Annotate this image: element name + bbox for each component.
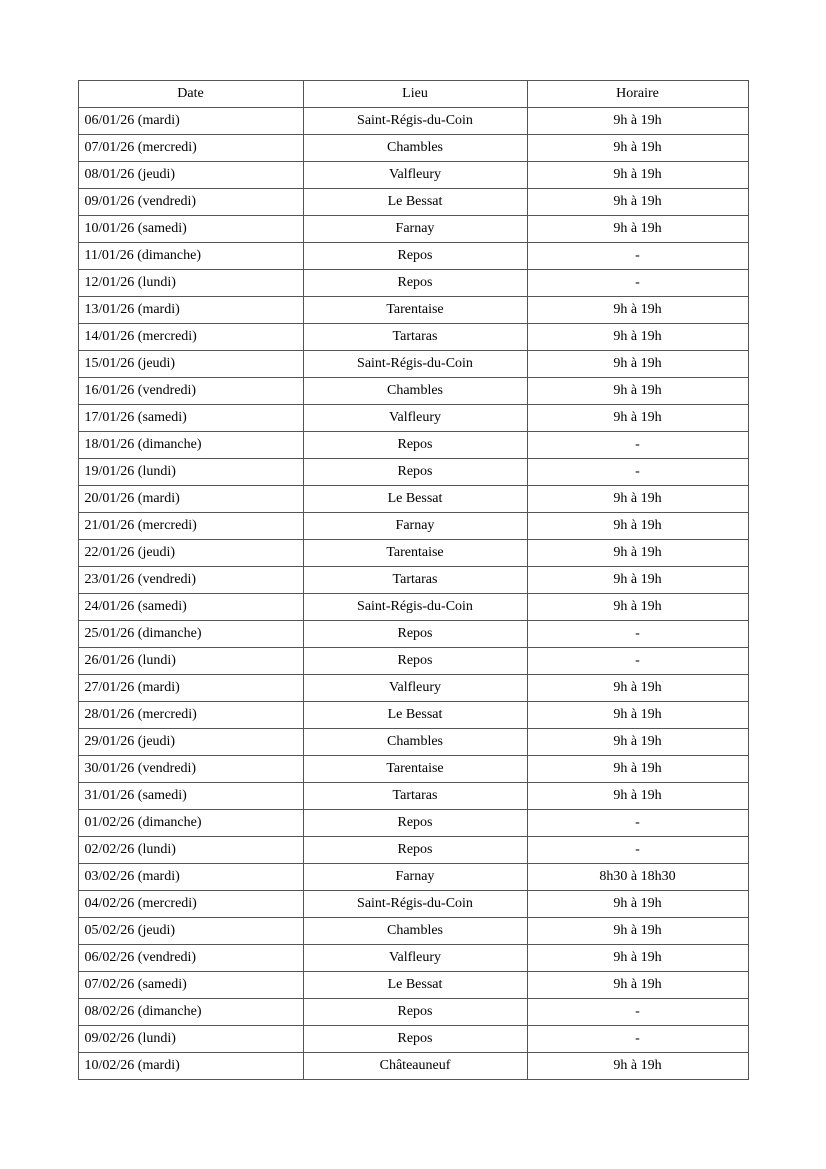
table-row [78, 135, 748, 162]
table-row [78, 351, 748, 378]
date-cell: 11/01/26 (dimanche) [78, 243, 303, 270]
horaire-cell: 9h à 19h [527, 135, 748, 162]
table-row [78, 945, 748, 972]
table-row [78, 459, 748, 486]
horaire-cell: - [527, 243, 748, 270]
lieu-cell: Valfleury [303, 945, 527, 972]
table-row [78, 432, 748, 459]
lieu-cell: Tartaras [303, 324, 527, 351]
table-row [78, 243, 748, 270]
table-row [78, 594, 748, 621]
lieu-cell: Repos [303, 459, 527, 486]
date-cell: 18/01/26 (dimanche) [78, 432, 303, 459]
table-row [78, 540, 748, 567]
table-row [78, 756, 748, 783]
table-row [78, 729, 748, 756]
date-cell: 12/01/26 (lundi) [78, 270, 303, 297]
table-row [78, 270, 748, 297]
column-header-date: Date [78, 81, 303, 108]
table-row [78, 486, 748, 513]
date-cell: 20/01/26 (mardi) [78, 486, 303, 513]
date-cell: 08/01/26 (jeudi) [78, 162, 303, 189]
lieu-cell: Saint-Régis-du-Coin [303, 891, 527, 918]
horaire-cell: 9h à 19h [527, 783, 748, 810]
table-row [78, 810, 748, 837]
column-header-lieu: Lieu [303, 81, 527, 108]
date-cell: 01/02/26 (dimanche) [78, 810, 303, 837]
header-row [78, 81, 748, 108]
table-row [78, 621, 748, 648]
date-cell: 17/01/26 (samedi) [78, 405, 303, 432]
horaire-cell: 9h à 19h [527, 162, 748, 189]
date-cell: 07/01/26 (mercredi) [78, 135, 303, 162]
table-row [78, 108, 748, 135]
date-cell: 14/01/26 (mercredi) [78, 324, 303, 351]
table-row [78, 783, 748, 810]
horaire-cell: 9h à 19h [527, 378, 748, 405]
date-cell: 06/01/26 (mardi) [78, 108, 303, 135]
date-cell: 10/01/26 (samedi) [78, 216, 303, 243]
horaire-cell: 9h à 19h [527, 540, 748, 567]
lieu-cell: Valfleury [303, 405, 527, 432]
lieu-cell: Repos [303, 432, 527, 459]
table-row [78, 324, 748, 351]
horaire-cell: 9h à 19h [527, 351, 748, 378]
horaire-cell: - [527, 459, 748, 486]
horaire-cell: - [527, 999, 748, 1026]
lieu-cell: Le Bessat [303, 189, 527, 216]
date-cell: 03/02/26 (mardi) [78, 864, 303, 891]
table-row [78, 999, 748, 1026]
horaire-cell: 8h30 à 18h30 [527, 864, 748, 891]
table-row [78, 918, 748, 945]
date-cell: 21/01/26 (mercredi) [78, 513, 303, 540]
lieu-cell: Saint-Régis-du-Coin [303, 108, 527, 135]
table-row [78, 1053, 748, 1080]
lieu-cell: Saint-Régis-du-Coin [303, 351, 527, 378]
date-cell: 30/01/26 (vendredi) [78, 756, 303, 783]
date-cell: 28/01/26 (mercredi) [78, 702, 303, 729]
lieu-cell: Repos [303, 243, 527, 270]
lieu-cell: Tarentaise [303, 540, 527, 567]
horaire-cell: 9h à 19h [527, 756, 748, 783]
lieu-cell: Chambles [303, 918, 527, 945]
horaire-cell: 9h à 19h [527, 891, 748, 918]
date-cell: 10/02/26 (mardi) [78, 1053, 303, 1080]
lieu-cell: Tartaras [303, 567, 527, 594]
lieu-cell: Chambles [303, 378, 527, 405]
date-cell: 05/02/26 (jeudi) [78, 918, 303, 945]
date-cell: 04/02/26 (mercredi) [78, 891, 303, 918]
table-row [78, 297, 748, 324]
horaire-cell: - [527, 432, 748, 459]
table-row [78, 216, 748, 243]
table-row [78, 513, 748, 540]
horaire-cell: - [527, 270, 748, 297]
lieu-cell: Repos [303, 837, 527, 864]
date-cell: 15/01/26 (jeudi) [78, 351, 303, 378]
horaire-cell: - [527, 810, 748, 837]
horaire-cell: 9h à 19h [527, 918, 748, 945]
horaire-cell: 9h à 19h [527, 189, 748, 216]
horaire-cell: 9h à 19h [527, 405, 748, 432]
lieu-cell: Tarentaise [303, 756, 527, 783]
table-row [78, 648, 748, 675]
horaire-cell: 9h à 19h [527, 594, 748, 621]
lieu-cell: Repos [303, 999, 527, 1026]
column-header-horaire: Horaire [527, 81, 748, 108]
horaire-cell: 9h à 19h [527, 702, 748, 729]
date-cell: 22/01/26 (jeudi) [78, 540, 303, 567]
lieu-cell: Châteauneuf [303, 1053, 527, 1080]
table-row [78, 972, 748, 999]
lieu-cell: Farnay [303, 513, 527, 540]
table-row [78, 1026, 748, 1053]
lieu-cell: Chambles [303, 135, 527, 162]
horaire-cell: - [527, 1026, 748, 1053]
table-row [78, 162, 748, 189]
lieu-cell: Le Bessat [303, 702, 527, 729]
date-cell: 13/01/26 (mardi) [78, 297, 303, 324]
date-cell: 31/01/26 (samedi) [78, 783, 303, 810]
lieu-cell: Le Bessat [303, 972, 527, 999]
date-cell: 09/02/26 (lundi) [78, 1026, 303, 1053]
lieu-cell: Chambles [303, 729, 527, 756]
lieu-cell: Valfleury [303, 162, 527, 189]
table-body [78, 108, 748, 1080]
horaire-cell: 9h à 19h [527, 945, 748, 972]
table-row [78, 675, 748, 702]
schedule-table [78, 80, 749, 1080]
table-row [78, 378, 748, 405]
lieu-cell: Farnay [303, 864, 527, 891]
table-row [78, 864, 748, 891]
horaire-cell: 9h à 19h [527, 972, 748, 999]
lieu-cell: Tartaras [303, 783, 527, 810]
date-cell: 02/02/26 (lundi) [78, 837, 303, 864]
date-cell: 29/01/26 (jeudi) [78, 729, 303, 756]
horaire-cell: 9h à 19h [527, 567, 748, 594]
horaire-cell: 9h à 19h [527, 729, 748, 756]
date-cell: 23/01/26 (vendredi) [78, 567, 303, 594]
horaire-cell: - [527, 837, 748, 864]
date-cell: 24/01/26 (samedi) [78, 594, 303, 621]
table-row [78, 567, 748, 594]
lieu-cell: Tarentaise [303, 297, 527, 324]
table-row [78, 891, 748, 918]
horaire-cell: 9h à 19h [527, 324, 748, 351]
date-cell: 19/01/26 (lundi) [78, 459, 303, 486]
lieu-cell: Repos [303, 648, 527, 675]
table-row [78, 837, 748, 864]
lieu-cell: Repos [303, 270, 527, 297]
lieu-cell: Saint-Régis-du-Coin [303, 594, 527, 621]
lieu-cell: Repos [303, 621, 527, 648]
horaire-cell: 9h à 19h [527, 486, 748, 513]
date-cell: 09/01/26 (vendredi) [78, 189, 303, 216]
horaire-cell: 9h à 19h [527, 108, 748, 135]
lieu-cell: Repos [303, 1026, 527, 1053]
date-cell: 26/01/26 (lundi) [78, 648, 303, 675]
date-cell: 16/01/26 (vendredi) [78, 378, 303, 405]
date-cell: 07/02/26 (samedi) [78, 972, 303, 999]
horaire-cell: 9h à 19h [527, 1053, 748, 1080]
lieu-cell: Le Bessat [303, 486, 527, 513]
date-cell: 25/01/26 (dimanche) [78, 621, 303, 648]
table-row [78, 189, 748, 216]
horaire-cell: - [527, 648, 748, 675]
table-row [78, 405, 748, 432]
date-cell: 27/01/26 (mardi) [78, 675, 303, 702]
horaire-cell: 9h à 19h [527, 297, 748, 324]
date-cell: 06/02/26 (vendredi) [78, 945, 303, 972]
horaire-cell: - [527, 621, 748, 648]
horaire-cell: 9h à 19h [527, 513, 748, 540]
horaire-cell: 9h à 19h [527, 216, 748, 243]
lieu-cell: Repos [303, 810, 527, 837]
table-row [78, 702, 748, 729]
lieu-cell: Valfleury [303, 675, 527, 702]
lieu-cell: Farnay [303, 216, 527, 243]
date-cell: 08/02/26 (dimanche) [78, 999, 303, 1026]
horaire-cell: 9h à 19h [527, 675, 748, 702]
